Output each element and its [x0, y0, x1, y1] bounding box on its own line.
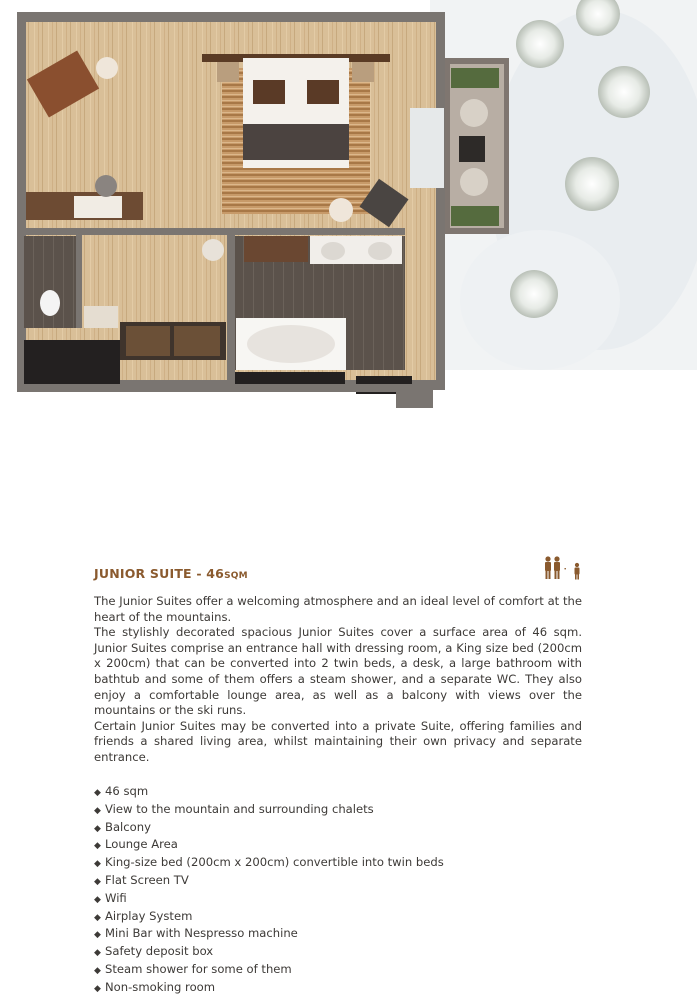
feature-label: Airplay System	[105, 908, 193, 923]
feature-label: Flat Screen TV	[105, 872, 189, 887]
description-paragraph: The stylishly decorated spacious Junior Suites cover a surface area of 46 sqm. Junior Suites comprise an entrance hall with dressing room, a King size bed (200cm x 200cm) that can be converted into 2 twin beds, a desk, a large bathroom with bathtub and some of them offers a steam shower, and a separate WC. They also enjoy a comfortable lounge area, as well as a balcony with views over the mountains or the ski runs.	[94, 625, 582, 718]
diamond-bullet-icon: ◆	[94, 894, 101, 905]
feature-item	[94, 962, 582, 980]
two-adults-one-child-icon	[543, 556, 585, 580]
feature-label: Wifi	[105, 890, 127, 905]
feature-label: 46 sqm	[105, 784, 149, 798]
feature-item	[94, 855, 582, 873]
feature-label: Non-smoking room	[105, 979, 216, 994]
floor-plan-image	[0, 0, 697, 430]
feature-label: King-size bed (200cm x 200cm) convertible into twin beds	[105, 855, 444, 870]
feature-label: Mini Bar with Nespresso machine	[105, 926, 298, 941]
description-paragraph: The Junior Suites offer a welcoming atmosphere and an ideal level of comfort at the heart of the mountains.	[94, 594, 582, 624]
feature-item	[94, 980, 582, 998]
diamond-bullet-icon: ◆	[94, 859, 101, 870]
diamond-bullet-icon: ◆	[94, 930, 101, 941]
feature-item	[94, 820, 582, 838]
suite-title-unit: SQM	[224, 571, 248, 581]
feature-label: Steam shower for some of them	[105, 961, 292, 976]
suite-title-main: JUNIOR SUITE - 46	[94, 566, 225, 581]
feature-label: View to the mountain and surrounding chalets	[105, 801, 374, 816]
feature-item	[94, 944, 582, 962]
diamond-bullet-icon: ◆	[94, 823, 101, 834]
feature-item	[94, 802, 582, 820]
feature-label: Lounge Area	[105, 837, 178, 852]
feature-item	[94, 926, 582, 944]
diamond-bullet-icon: ◆	[94, 876, 101, 887]
features-list	[94, 784, 582, 998]
feature-item	[94, 873, 582, 891]
diamond-bullet-icon: ◆	[94, 948, 101, 959]
feature-item	[94, 837, 582, 855]
diamond-bullet-icon: ◆	[94, 983, 101, 994]
feature-item	[94, 891, 582, 909]
diamond-bullet-icon: ◆	[94, 805, 101, 816]
feature-item	[94, 784, 582, 802]
diamond-bullet-icon: ◆	[94, 788, 101, 798]
suite-description	[94, 594, 582, 766]
feature-item	[94, 909, 582, 927]
diamond-bullet-icon: ◆	[94, 965, 101, 976]
diamond-bullet-icon: ◆	[94, 841, 101, 852]
description-paragraph: Certain Junior Suites may be converted into a private Suite, offering families and friends a shared living area, whilst maintaining their own privacy and separate entrance.	[94, 718, 582, 764]
feature-label: Safety deposit box	[105, 944, 214, 959]
diamond-bullet-icon: ◆	[94, 912, 101, 923]
feature-label: Balcony	[105, 819, 151, 834]
suite-title	[94, 566, 394, 581]
